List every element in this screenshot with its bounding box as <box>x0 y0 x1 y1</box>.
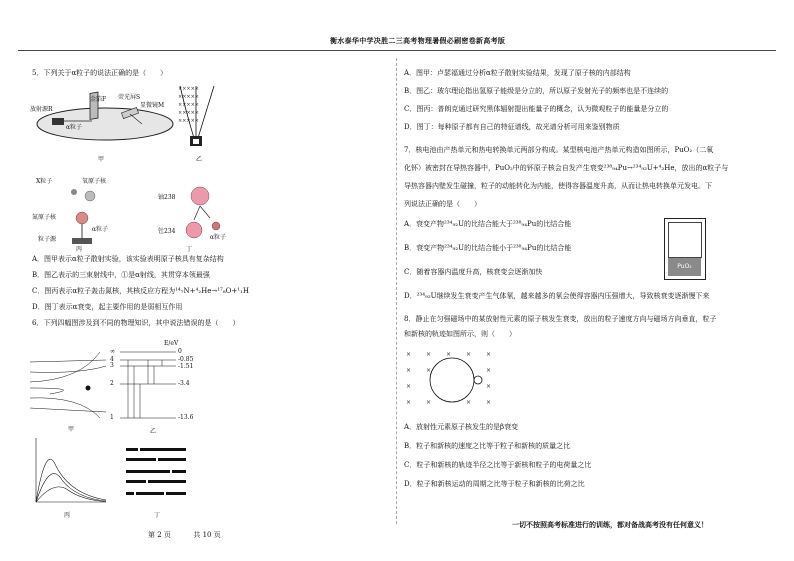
label-nitrogen: 氮原子核 <box>32 214 57 221</box>
column-divider <box>396 58 397 524</box>
page-header-title: 衡水泰华中学决胜二三高考物理暑假必刷密卷新高考版 <box>330 36 506 45</box>
q8-field-figure <box>404 346 524 416</box>
page-number: 第 2 页 <box>148 531 171 539</box>
caption-ding: 丁 <box>186 246 193 253</box>
svg-text:×××××: ××××× <box>178 94 199 100</box>
q8-option-c: C．粒子和新核的轨迹半径之比等于新核和粒子的电荷量之比 <box>404 461 592 469</box>
q5-figure-yi <box>176 82 228 162</box>
svg-text:×: × <box>426 367 432 374</box>
page-footer-left <box>148 530 221 540</box>
q5-figure-jia <box>30 84 180 164</box>
level-n-4: 4 <box>110 356 114 363</box>
caption-q6-ding: 丁 <box>154 512 161 519</box>
q6-figure-yi <box>110 340 200 435</box>
q6-option-a: A．图甲：卢瑟福通过分析α粒子散射实验结果，发现了原子核的内部结构 <box>404 69 631 77</box>
level-n-1: 1 <box>110 414 114 421</box>
svg-text:×××××: ××××× <box>178 110 199 116</box>
caption-q6-bing: 丙 <box>64 512 71 519</box>
label-x-particle: X粒子 <box>36 178 53 185</box>
q5-stem: 5．下列关于α粒子的说法正确的是（ ） <box>32 69 168 77</box>
q5-option-c <box>32 286 249 297</box>
q7-stem-line-2: 化钚）被密封在导热容器中，PuO₂中的钚原子核会自发产生衰变²³⁸₉₄Pu→²³⁴₉₂U+⁴₂He，放出的α粒子与 <box>404 164 729 172</box>
svg-text:×: × <box>406 399 412 406</box>
total-pages: 共 10 页 <box>193 531 221 539</box>
container-inner <box>668 222 702 258</box>
q7-stem-line-4: 列说法正确的是（ ） <box>404 200 481 208</box>
label-unit: E/eV <box>164 340 179 347</box>
label-microscope: 显微镜M <box>140 102 165 109</box>
spectral-lines-diagram <box>126 446 190 504</box>
svg-text:×: × <box>426 399 432 406</box>
q5-figure-bing <box>30 162 130 252</box>
ray-deflection-diagram <box>176 82 228 152</box>
svg-text:×××××: ××××× <box>178 118 199 124</box>
svg-text:×: × <box>446 351 452 358</box>
level-n-inf: ∞ <box>110 348 115 355</box>
caption-q6-jia: 甲 <box>68 426 75 433</box>
label-alpha: α粒子 <box>66 124 83 131</box>
q6-stem: 6．下列四幅图涉及到不同的物理知识，其中说法错误的是（ ） <box>32 319 240 327</box>
label-foil: 金箔F <box>90 96 107 103</box>
q8-options <box>404 422 591 490</box>
svg-text:×: × <box>486 367 492 374</box>
caption-q6-yi: 乙 <box>150 428 157 435</box>
level-e-136: -13.6 <box>178 414 194 421</box>
q6-figure-ding <box>126 446 190 519</box>
q8-option-a: A．放射性元素原子核发生的是β衰变 <box>404 423 519 431</box>
level-n-2: 2 <box>110 380 114 387</box>
caption-yi: 乙 <box>196 156 203 163</box>
svg-text:×××××: ××××× <box>178 102 199 108</box>
caption-jia: 甲 <box>98 156 105 163</box>
svg-text:×: × <box>406 383 412 390</box>
q6-option-c: C．图丙：普朗克通过研究黑体辐射提出能量子的概念，认为微观粒子的能量是分立的 <box>404 105 669 113</box>
q7-stem-line-1: 7．核电池由产热单元和热电转换单元两部分构成。某型核电池产热单元构造如图所示，PuO₂（二氧 <box>404 146 714 154</box>
q5-figure-ding <box>158 182 238 254</box>
q6-options <box>404 68 668 133</box>
svg-text:×: × <box>466 399 472 406</box>
blackbody-radiation-curves <box>30 436 110 512</box>
level-e-0: 0 <box>178 348 182 355</box>
question-8 <box>404 314 716 340</box>
footer-slogan: 一切不按照高考标准进行的训练，都对备战高考没有任何意义！ <box>512 520 708 529</box>
q7-option-d: D．²³⁴₉₂U继续发生衰变产生气体氡，越来越多的氡会使得容器内压强增大，导致核衰变逐渐慢下来 <box>404 292 710 300</box>
q6-figure-bing <box>30 436 110 519</box>
svg-text:×××××: ××××× <box>178 86 199 92</box>
header-rule <box>18 50 776 51</box>
q8-option-d: D．粒子和新核运动的周期之比等于粒子和新核的比荷之比 <box>404 480 585 488</box>
q7-option-a: A．衰变产物²³⁴₉₂U的比结合能大于²³⁸₉₄Pu的比结合能 <box>404 220 572 228</box>
q7-container-figure <box>664 218 708 282</box>
svg-text:×: × <box>486 351 492 358</box>
puo2-fill: PuO₂ <box>668 258 701 276</box>
q5-option-a: A．图甲表示α粒子散射实验，该实验表明原子核具有复杂结构 <box>32 255 224 263</box>
label-th234: 钍234 <box>158 228 176 235</box>
question-5 <box>32 68 167 79</box>
label-u238: 铀238 <box>158 194 176 201</box>
svg-text:×: × <box>466 351 472 358</box>
q5-options <box>32 254 249 329</box>
svg-text:×: × <box>406 351 412 358</box>
caption-bing: 丙 <box>76 246 83 253</box>
level-n-3: 3 <box>110 362 114 369</box>
label-bing-alpha: α粒子 <box>92 226 109 233</box>
label-oxygen: 氧原子核 <box>82 178 107 185</box>
q8-stem-line-2: 和新核的轨迹如图所示，则（ ） <box>404 330 516 338</box>
q7-stem-line-3: 导热容器内壁发生碰撞，粒子的动能转化为内能，使得容器温度升高，从而让热电转换单元发电。下 <box>404 182 712 190</box>
level-e-34: -3.4 <box>178 380 190 387</box>
q5-option-c-text: C．图丙表示α粒子轰击氮核，其核反应方程为 <box>32 287 176 295</box>
q5-option-b: B．图乙表示的三束射线中，①是α射线，其贯穿本领最强 <box>32 271 210 279</box>
q7-option-c: C．随着容器内温度升高，核衰变会逐渐加快 <box>404 268 543 276</box>
q6-option-d: D．图丁：每种原子都有自己的特征谱线，故光谱分析可用来鉴别物质 <box>404 123 620 131</box>
level-e-151: -1.51 <box>178 363 194 370</box>
svg-text:×: × <box>426 351 432 358</box>
q8-stem-line-1: 8．静止在匀强磁场中的某放射性元素的原子核发生衰变，放出的粒子速度方向与磁场方向垂直，粒子 <box>404 315 717 323</box>
svg-text:×: × <box>486 399 492 406</box>
q6-option-b: B．图乙：玻尔理论指出氢原子能级是分立的，所以原子发射光子的频率也是不连续的 <box>404 87 669 95</box>
magnetic-field-tracks <box>404 346 524 416</box>
alpha-scattering-trajectories <box>30 348 110 428</box>
q5-option-d: D．图丁表示α衰变，起主要作用的是弱相互作用 <box>32 303 183 311</box>
label-particle-source: 粒子源 <box>38 236 57 243</box>
level-e-085: -0.85 <box>178 356 194 363</box>
q5-option-c-equation: ¹⁴₇N+⁴₂He→¹⁷₈O+¹₁H <box>175 287 249 295</box>
q7-option-b: B．衰变产物²³⁴₉₂U的比结合能小于²³⁸₉₄Pu的比结合能 <box>404 244 572 252</box>
svg-text:×: × <box>406 367 412 374</box>
q8-option-b: B．粒子和新核的速度之比等于粒子和新核的质量之比 <box>404 442 571 450</box>
q6-figure-jia <box>30 348 110 433</box>
label-ding-alpha: α粒子 <box>210 234 227 241</box>
svg-text:×: × <box>486 383 492 390</box>
label-screen: 荧光屏S <box>118 94 141 101</box>
label-source: 放射源R <box>30 106 53 113</box>
